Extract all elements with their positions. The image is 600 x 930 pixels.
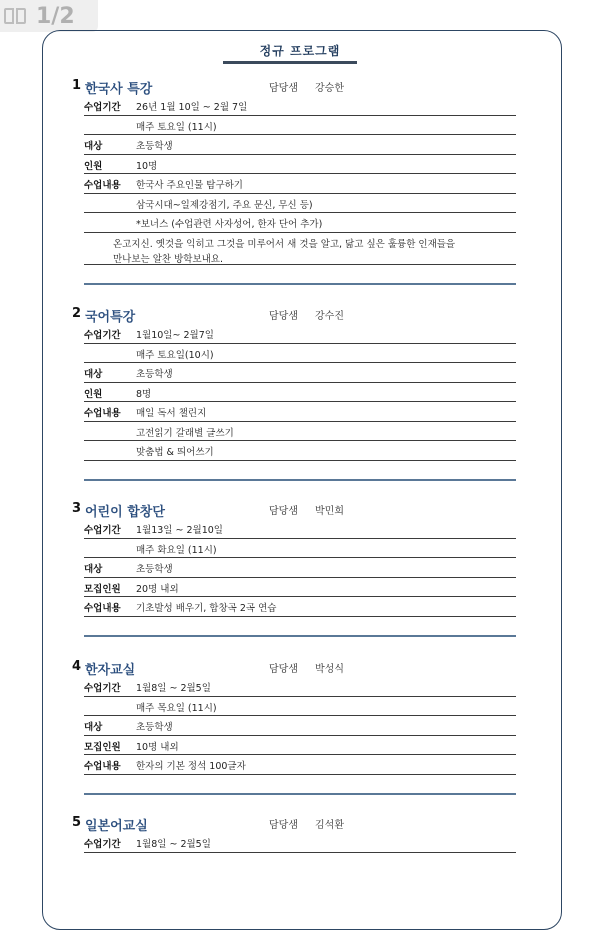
page-indicator[interactable] <box>0 0 98 32</box>
row-label: 수업기간 <box>84 839 121 850</box>
section-name: 한국사 특강 <box>85 82 153 97</box>
row-label: 인원 <box>84 388 103 400</box>
title-underline <box>223 61 357 64</box>
section-number: 2 <box>72 306 82 321</box>
section-name: 어린이 합창단 <box>85 505 165 520</box>
note-line: 만나보는 알찬 방학보내요. <box>113 253 224 265</box>
row-value: 20명 내외 <box>136 583 179 595</box>
info-row <box>84 539 516 559</box>
row-value: 한국사 주요인물 탐구하기 <box>136 180 243 191</box>
row-label: 수업기간 <box>84 330 121 341</box>
row-value: 초등학생 <box>136 564 173 575</box>
info-row <box>84 597 516 617</box>
teacher-label: 담당샘 <box>269 311 298 322</box>
row-value: 1월13일 ~ 2월10일 <box>136 525 223 536</box>
row-value: 매주 목요일 (11시) <box>136 702 217 714</box>
row-label: 모집인원 <box>84 741 121 753</box>
section-number: 5 <box>72 815 82 830</box>
row-value: 매일 독서 챌린지 <box>136 408 207 419</box>
row-value: 초등학생 <box>136 141 173 152</box>
row-value: 맞춤법 & 띄어쓰기 <box>136 447 214 458</box>
row-label: 수업내용 <box>84 603 121 614</box>
row-value: 고전읽기 갈래별 글쓰기 <box>136 427 234 439</box>
teacher-label: 담당샘 <box>269 820 298 831</box>
info-row <box>84 135 516 155</box>
info-row <box>84 383 516 403</box>
info-row <box>84 697 516 717</box>
section-divider <box>84 793 516 795</box>
teacher-label: 담당샘 <box>269 83 298 94</box>
row-label: 대상 <box>84 564 103 575</box>
row-value: 매주 화요일 (11시) <box>136 544 217 556</box>
row-label: 모집인원 <box>84 583 121 595</box>
info-row <box>84 716 516 736</box>
teacher-name: 강수진 <box>315 311 344 322</box>
section-number: 4 <box>72 659 82 674</box>
row-label: 수업내용 <box>84 180 121 191</box>
section-name: 일본어교실 <box>85 819 148 834</box>
info-row <box>84 363 516 383</box>
row-value: 8명 <box>136 388 152 400</box>
info-row <box>84 558 516 578</box>
teacher-name: 박민희 <box>315 506 344 517</box>
teacher-name: 강승한 <box>315 83 344 94</box>
row-value: 기초발성 배우기, 합창곡 2곡 연습 <box>136 603 277 614</box>
row-value: *보너스 (수업관련 사자성어, 한자 단어 추가) <box>136 219 323 230</box>
row-label: 수업내용 <box>84 408 121 419</box>
document-title: 정규 프로그램 <box>259 44 341 58</box>
info-row <box>84 422 516 442</box>
row-label: 수업기간 <box>84 525 121 536</box>
info-row <box>84 736 516 756</box>
row-value: 1월8일 ~ 2월5일 <box>136 683 211 694</box>
info-row <box>84 174 516 194</box>
teacher-name: 박성식 <box>315 664 344 675</box>
info-row <box>84 519 516 539</box>
info-row <box>84 755 516 775</box>
row-value: 10명 <box>136 160 158 172</box>
row-value: 매주 토요일 (11시) <box>136 121 217 133</box>
row-label: 대상 <box>84 141 103 152</box>
note-block <box>84 233 516 265</box>
row-label: 수업내용 <box>84 761 121 772</box>
row-value: 초등학생 <box>136 722 173 733</box>
teacher-label: 담당샘 <box>269 664 298 675</box>
section-number: 3 <box>72 501 82 516</box>
section-name: 국어특강 <box>85 310 136 325</box>
info-row <box>84 441 516 461</box>
info-row <box>84 677 516 697</box>
section-divider <box>84 479 516 481</box>
section-number: 1 <box>72 78 82 93</box>
row-value: 1월10일~ 2월7일 <box>136 330 214 341</box>
row-value: 26년 1월 10일 ~ 2월 7일 <box>136 102 248 113</box>
page-indicator-text: 1/2 <box>36 3 75 29</box>
row-label: 수업기간 <box>84 102 121 113</box>
info-row <box>84 344 516 364</box>
note-line: 온고지신. 옛것을 익히고 그것을 미루어서 새 것을 알고, 닮고 싶은 훌륭한 인재들을 <box>113 238 456 250</box>
row-value: 초등학생 <box>136 369 173 380</box>
info-row <box>84 213 516 233</box>
section-name: 한자교실 <box>85 663 136 678</box>
teacher-name: 김석환 <box>315 820 344 831</box>
info-row <box>84 155 516 175</box>
info-row <box>84 578 516 598</box>
row-value: 삼국시대~일제강점기, 주요 문신, 무신 등) <box>136 199 313 211</box>
info-row <box>84 194 516 214</box>
info-row <box>84 96 516 116</box>
info-row <box>84 116 516 136</box>
book-icon <box>4 6 30 26</box>
row-value: 매주 토요일(10시) <box>136 349 214 361</box>
section-divider <box>84 283 516 285</box>
row-value: 한자의 기본 정석 100글자 <box>136 761 246 772</box>
teacher-label: 담당샘 <box>269 506 298 517</box>
row-value: 10명 내외 <box>136 741 179 753</box>
info-row <box>84 324 516 344</box>
row-label: 대상 <box>84 722 103 733</box>
row-label: 대상 <box>84 369 103 380</box>
row-value: 1월8일 ~ 2월5일 <box>136 839 211 850</box>
info-row <box>84 833 516 853</box>
info-row <box>84 402 516 422</box>
row-label: 인원 <box>84 160 103 172</box>
row-label: 수업기간 <box>84 683 121 694</box>
section-divider <box>84 635 516 637</box>
